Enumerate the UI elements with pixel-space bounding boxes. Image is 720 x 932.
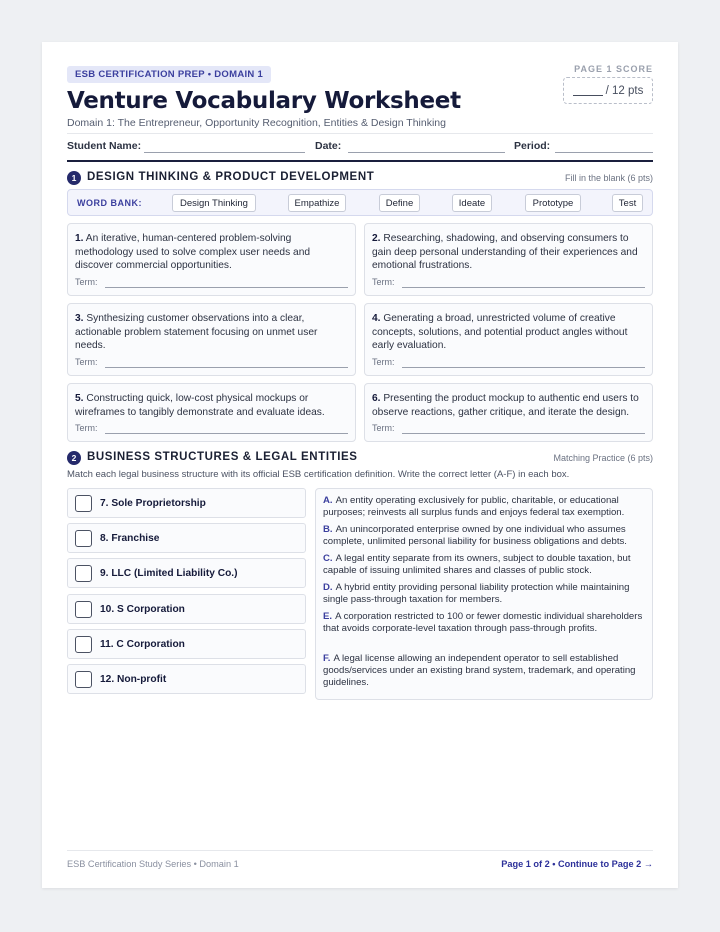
score-label: PAGE 1 SCORE (574, 64, 653, 74)
student-info-row (67, 140, 653, 160)
question-text: 1. An iterative, human-centered problem-solving methodology used to solve complex user needs and discover commercial opportunities. (75, 233, 311, 271)
term-answer-line[interactable] (105, 367, 348, 368)
section-2-description: Match each legal business structure with its official ESB certification definition. Write the correct letter (A-F) in each box. (67, 469, 570, 480)
score-panel (563, 64, 653, 104)
word-bank-chip: Design Thinking (172, 194, 256, 212)
word-bank-chip: Empathize (288, 194, 346, 212)
question-card-6 (364, 383, 653, 442)
entity-label: 12. Non-profit (100, 674, 167, 685)
continue-link[interactable]: Page 1 of 2 • Continue to Page 2 → (501, 859, 653, 869)
score-blank[interactable] (573, 86, 603, 96)
entity-label: 11. C Corporation (100, 639, 185, 650)
period-field[interactable] (555, 152, 653, 153)
match-item-10 (67, 594, 306, 624)
footer-divider (67, 850, 653, 851)
header-divider (67, 133, 653, 134)
section-1-title: DESIGN THINKING & PRODUCT DEVELOPMENT (87, 171, 375, 183)
section-2-note: Matching Practice (6 pts) (553, 453, 653, 463)
entity-label: 8. Franchise (100, 533, 160, 544)
entity-label: 7. Sole Proprietorship (100, 498, 206, 509)
section-1-header (67, 170, 653, 186)
question-text: 2. Researching, shadowing, and observing consumers to gain deep personal understanding of their experiences and emotional frustrations. (372, 233, 638, 271)
term-label: Term: (372, 423, 395, 433)
word-bank-chip: Prototype (525, 194, 581, 212)
definition-f: F. A legal license allowing an independent operator to sell established goods/services under an existing brand system, trademark, and operating guidelines. (323, 653, 636, 688)
term-answer-line[interactable] (105, 287, 348, 288)
word-bank-chip: Test (612, 194, 643, 212)
word-bank (67, 189, 653, 216)
section-1-number: 1 (67, 171, 81, 185)
footer-series: ESB Certification Study Series • Domain 1 (67, 859, 239, 869)
date-field[interactable] (348, 152, 505, 153)
question-text: 6. Presenting the product mockup to authentic end users to observe reactions, gather critique, and iterate the design. (372, 393, 639, 418)
question-text: 4. Generating a broad, unrestricted volume of creative concepts, solutions, and potential product angles without early evaluation. (372, 313, 628, 351)
word-bank-label: WORD BANK: (77, 198, 142, 208)
definition-a: A. An entity operating exclusively for public, charitable, or educational purposes; reinvests all surplus funds and enjoys federal tax exemption. (323, 495, 625, 518)
section-2-number: 2 (67, 451, 81, 465)
question-card-2 (364, 223, 653, 296)
page-title: Venture Vocabulary Worksheet (67, 88, 461, 114)
match-item-11 (67, 629, 306, 659)
question-card-4 (364, 303, 653, 376)
term-label: Term: (372, 277, 395, 287)
period-label: Period: (514, 140, 551, 152)
definitions-panel (315, 488, 653, 700)
word-bank-chip: Define (379, 194, 420, 212)
date-label: Date: (315, 140, 342, 152)
answer-box[interactable] (75, 530, 92, 547)
word-bank-chip: Ideate (452, 194, 492, 212)
worksheet-page (42, 42, 678, 888)
match-item-7 (67, 488, 306, 518)
student-name-field[interactable] (144, 152, 305, 153)
definition-d: D. A hybrid entity providing personal liability protection while maintaining single pass-through taxation for members. (323, 582, 630, 605)
definition-b: B. An unincorporated enterprise owned by one individual who assumes complete, unlimited personal liability for business obligations and debts. (323, 524, 627, 547)
answer-box[interactable] (75, 565, 92, 582)
section-2-title: BUSINESS STRUCTURES & LEGAL ENTITIES (87, 451, 358, 463)
answer-box[interactable] (75, 495, 92, 512)
question-card-5 (67, 383, 356, 442)
question-text: 3. Synthesizing customer observations into a clear, actionable problem statement focusing on unmet user needs. (75, 313, 318, 351)
term-label: Term: (372, 357, 395, 367)
answer-box[interactable] (75, 636, 92, 653)
match-item-12 (67, 664, 306, 694)
match-item-8 (67, 523, 306, 553)
definition-c: C. A legal entity separate from its owners, subject to double taxation, but capable of issuing unlimited shares and classes of public stock. (323, 553, 631, 576)
score-total: / 12 pts (605, 84, 644, 97)
student-name-label: Student Name: (67, 140, 142, 152)
score-box[interactable] (563, 77, 653, 104)
entity-label: 9. LLC (Limited Liability Co.) (100, 568, 238, 579)
question-text: 5. Constructing quick, low-cost physical mockups or wireframes to tangibly demonstrate and evaluate ideas. (75, 393, 325, 418)
question-card-1 (67, 223, 356, 296)
certification-tag: ESB CERTIFICATION PREP • DOMAIN 1 (67, 66, 271, 83)
section-1-note: Fill in the blank (6 pts) (564, 173, 653, 183)
term-answer-line[interactable] (402, 433, 645, 434)
term-answer-line[interactable] (402, 367, 645, 368)
worksheet-header (67, 64, 653, 134)
question-card-3 (67, 303, 356, 376)
student-divider (67, 160, 653, 162)
term-answer-line[interactable] (402, 287, 645, 288)
term-answer-line[interactable] (105, 433, 348, 434)
answer-box[interactable] (75, 671, 92, 688)
answer-box[interactable] (75, 601, 92, 618)
entity-label: 10. S Corporation (100, 604, 185, 615)
definition-e: E. A corporation restricted to 100 or fewer domestic individual shareholders that avoids corporate-level taxation through pass-through profits. (323, 611, 643, 634)
match-item-9 (67, 558, 306, 588)
term-label: Term: (75, 277, 98, 287)
term-label: Term: (75, 357, 98, 367)
section-2-header (67, 450, 653, 466)
page-subtitle: Domain 1: The Entrepreneur, Opportunity Recognition, Entities & Design Thinking (67, 117, 446, 129)
term-label: Term: (75, 423, 98, 433)
